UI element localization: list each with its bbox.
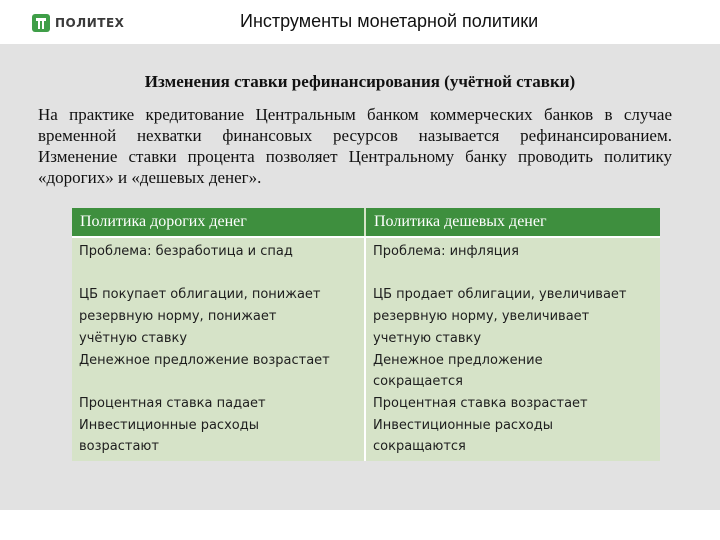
policy-table [72, 208, 660, 461]
politech-logo[interactable] [32, 13, 124, 33]
table-divider [364, 238, 366, 461]
cell-action-line: учётную ставку [79, 331, 188, 346]
cell-result-line: сокращаются [373, 439, 466, 454]
header [0, 0, 720, 44]
cell-action-line: учетную ставку [373, 331, 482, 346]
cell-result-line: Инвестиционные расходы [373, 418, 553, 433]
table-divider [72, 236, 660, 238]
table-header-expensive-money: Политика дорогих денег [72, 208, 364, 236]
intro-line: случае временной нехватки финансовых ресурсов называется [38, 105, 673, 145]
logo-text: ПОЛИТЕХ [55, 16, 125, 30]
table-header-cheap-money: Политика дешевых денег [366, 208, 660, 236]
intro-line: рефинансированием. Изменение ставки процента позволяет [38, 126, 672, 166]
cell-result-line: Инвестиционные расходы [79, 418, 259, 433]
intro-paragraph [38, 104, 672, 188]
section-title: Изменения ставки рефинансирования (учётной ставки) [144, 72, 576, 91]
cell-action-line: сокращается [373, 374, 463, 389]
cell-result-line: Процентная ставка падает [79, 396, 266, 411]
cell-action-line: ЦБ продает облигации, увеличивает [373, 287, 627, 302]
cell-action-line: резервную норму, понижает [79, 309, 277, 324]
cell-problem-cheap: Проблема: инфляция [373, 244, 519, 259]
intro-line: Центральному банку проводить политику «дорогих» и «дешевых денег». [38, 147, 673, 187]
cell-action-line: резервную норму, увеличивает [373, 309, 590, 324]
logo-icon [32, 14, 50, 32]
cell-result-line: возрастают [79, 439, 159, 454]
page-title: Инструменты монетарной политики [240, 11, 539, 31]
cell-action-line: Денежное предложение [373, 353, 543, 368]
cell-action-line: Денежное предложение возрастает [79, 353, 330, 368]
intro-line: На практике кредитование Центральным банком коммерческих банков в [38, 105, 613, 124]
cell-action-line: ЦБ покупает облигации, понижает [79, 287, 321, 302]
cell-result-line: Процентная ставка возрастает [373, 396, 588, 411]
cell-problem-expensive: Проблема: безработица и спад [79, 244, 293, 259]
